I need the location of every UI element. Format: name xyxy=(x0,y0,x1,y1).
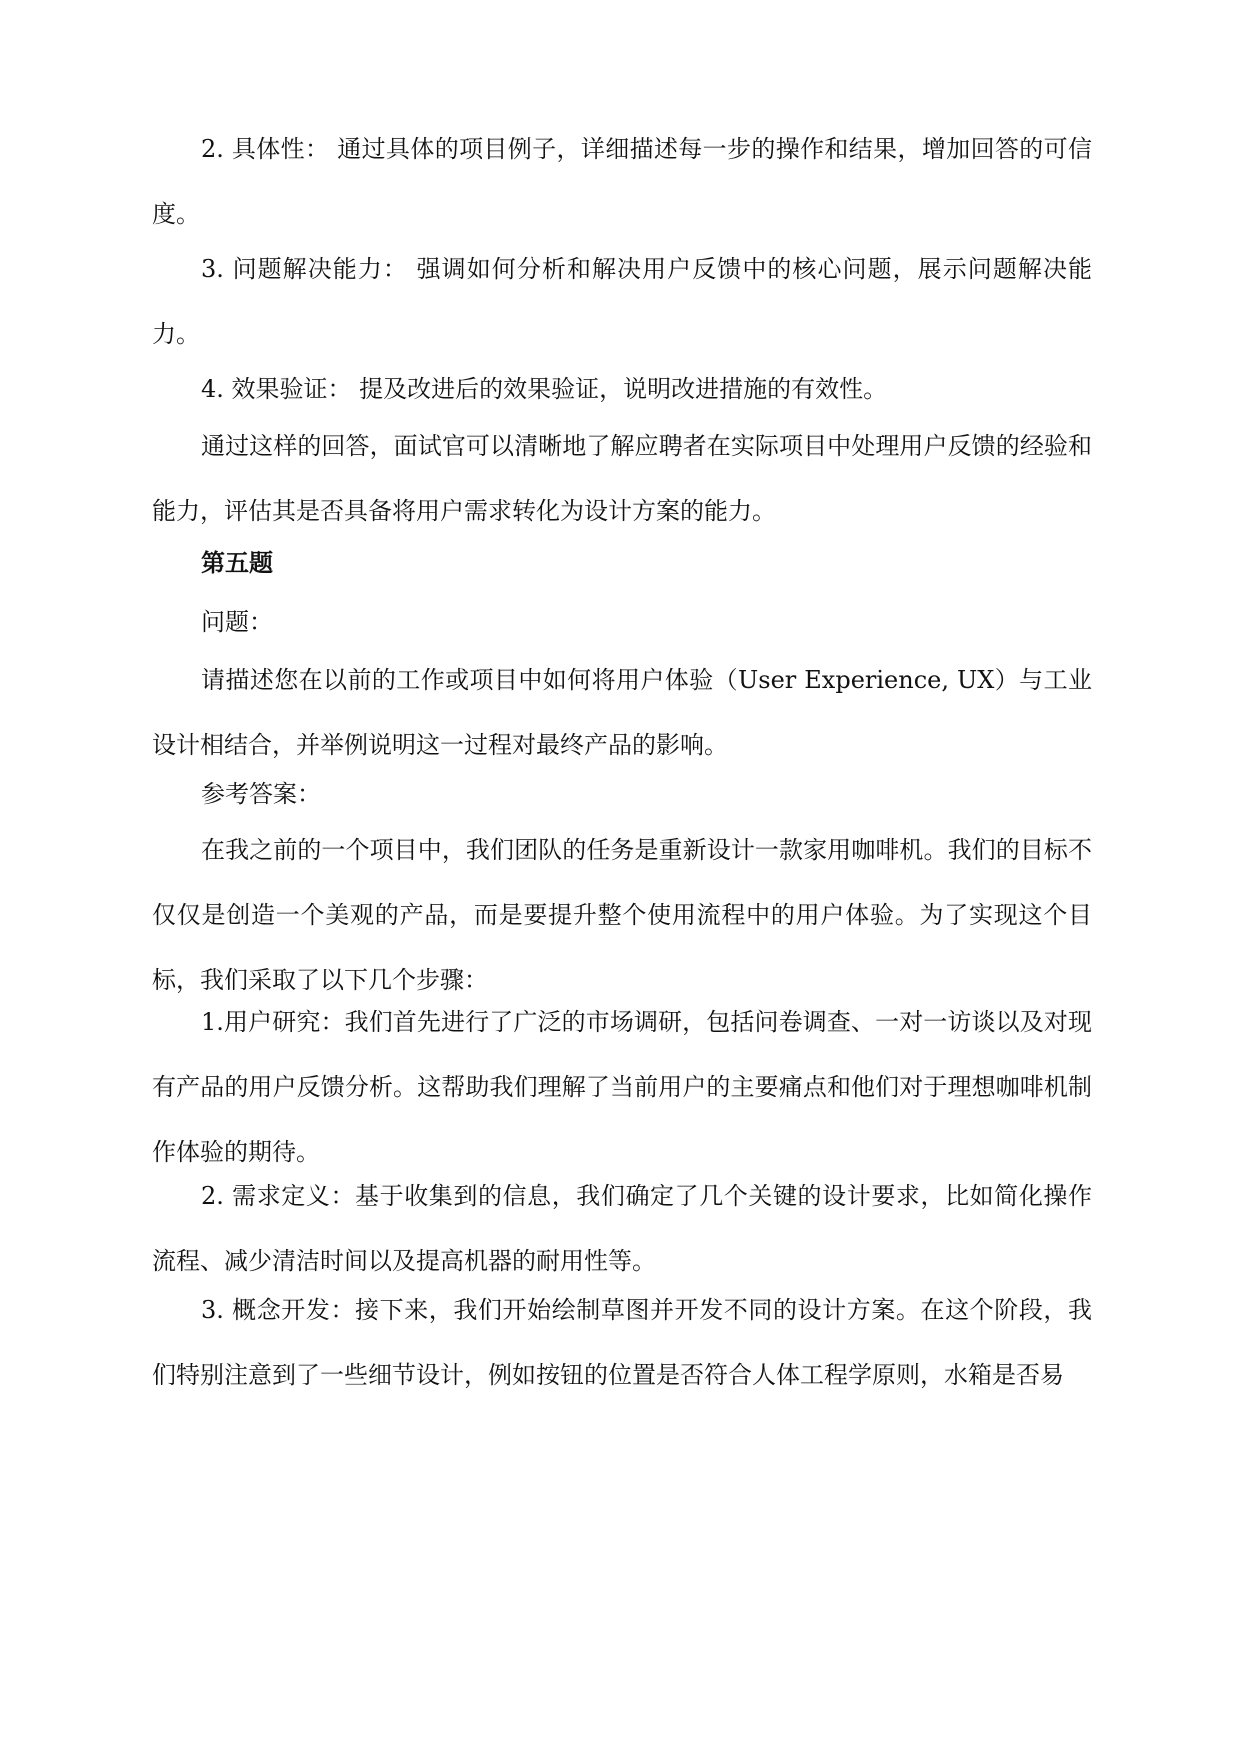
answer-label: 参考答案： xyxy=(201,780,321,808)
paragraph-specificity: 2. 具体性： 通过具体的项目例子，详细描述每一步的操作和结果，增加回答的可信度。 xyxy=(152,135,1092,228)
paragraph-summary: 通过这样的回答，面试官可以清晰地了解应聘者在实际项目中处理用户反馈的经验和能力，评估其是否具备将用户需求转化为设计方案的能力。 xyxy=(152,432,1092,525)
section-title: 第五题 xyxy=(201,548,273,577)
question-text: 请描述您在以前的工作或项目中如何将用户体验（User Experience, UX）与工业设计相结合，并举例说明这一过程对最终产品的影响。 xyxy=(152,666,1092,759)
paragraph-problem-solving: 3. 问题解决能力： 强调如何分析和解决用户反馈中的核心问题，展示问题解决能力。 xyxy=(152,255,1092,348)
question-label: 问题： xyxy=(201,608,273,636)
answer-step-user-research: 1.用户研究：我们首先进行了广泛的市场调研，包括问卷调查、一对一访谈以及对现有产品的用户反馈分析。这帮助我们理解了当前用户的主要痛点和他们对于理想咖啡机制作体验的期待。 xyxy=(152,1008,1092,1166)
answer-intro-paragraph: 在我之前的一个项目中，我们团队的任务是重新设计一款家用咖啡机。我们的目标不仅仅是创造一个美观的产品，而是要提升整个使用流程中的用户体验。为了实现这个目标，我们采取了以下几个步骤： xyxy=(152,836,1092,994)
paragraph-effect-validation: 4. 效果验证： 提及改进后的效果验证，说明改进措施的有效性。 xyxy=(201,375,888,403)
answer-step-requirements: 2. 需求定义：基于收集到的信息，我们确定了几个关键的设计要求，比如简化操作流程、减少清洁时间以及提高机器的耐用性等。 xyxy=(152,1182,1092,1275)
answer-step-concept: 3. 概念开发：接下来，我们开始绘制草图并开发不同的设计方案。在这个阶段，我们特别注意到了一些细节设计，例如按钮的位置是否符合人体工程学原则，水箱是否易 xyxy=(152,1296,1092,1389)
